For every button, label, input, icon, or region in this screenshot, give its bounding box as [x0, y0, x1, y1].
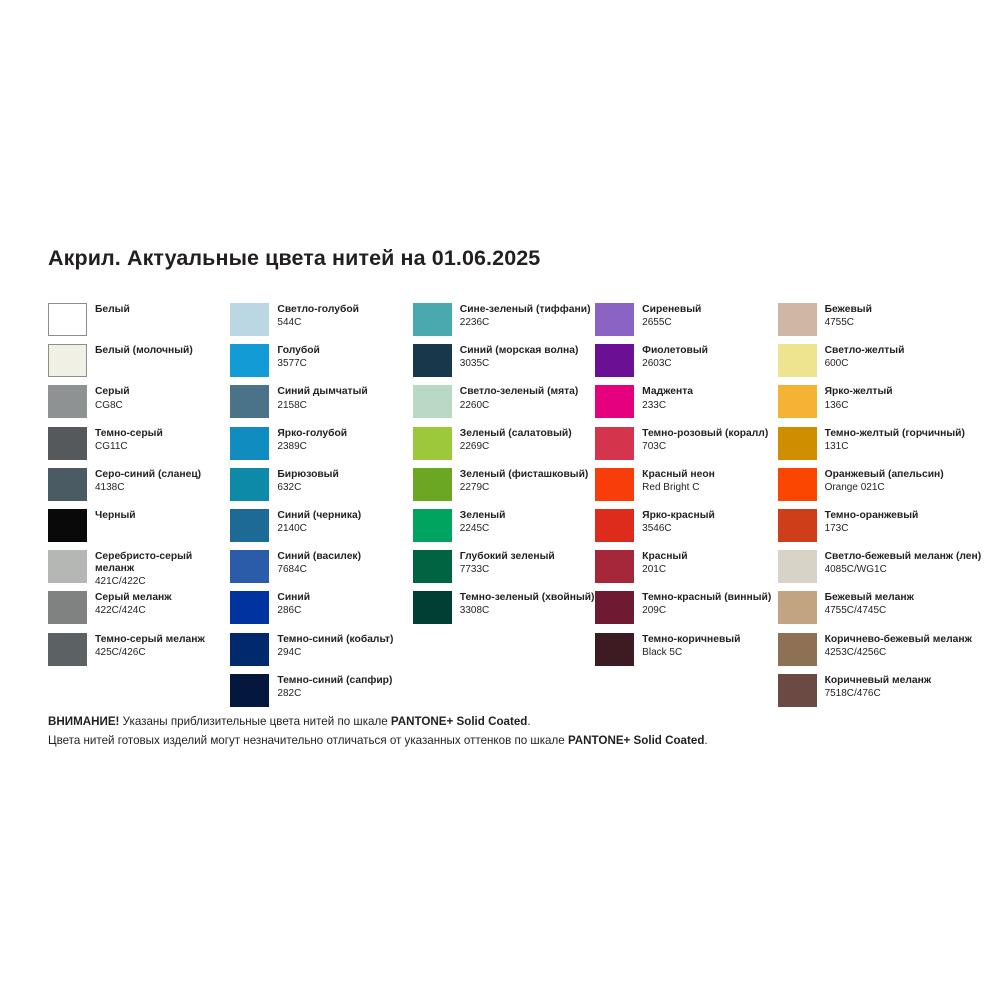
color-chip	[230, 303, 269, 336]
swatch-column-3	[413, 303, 595, 715]
color-name: Серый меланж	[95, 592, 172, 604]
pantone-label-2: PANTONE+ Solid Coated	[567, 733, 705, 747]
swatch-labels	[95, 344, 193, 358]
color-chip	[778, 303, 817, 336]
swatch-labels	[460, 591, 595, 617]
color-code: 4085C/WG1C	[824, 564, 887, 576]
color-code: 2389C	[277, 440, 307, 452]
color-code: 4253C/4256C	[824, 646, 887, 658]
disclaimer-line-2	[48, 732, 708, 751]
color-name: Темно-красный (винный)	[642, 592, 772, 604]
color-code: 233C	[642, 399, 667, 411]
color-code: CG8C	[95, 399, 123, 411]
swatch-row	[230, 468, 412, 509]
color-code: 2655C	[642, 317, 672, 329]
color-name: Голубой	[277, 345, 320, 357]
disclaimer-note	[48, 713, 708, 751]
color-chip	[413, 468, 452, 501]
color-chip	[48, 468, 87, 501]
color-name: Темно-серый	[95, 427, 163, 439]
color-name: Зеленый (фисташковый)	[459, 468, 589, 480]
swatch-row	[413, 509, 595, 550]
swatch-row	[595, 344, 777, 385]
swatch-labels	[642, 591, 771, 617]
color-chip	[230, 633, 269, 666]
color-chip	[413, 550, 452, 583]
color-chip	[595, 550, 634, 583]
disclaimer-text-1: Указаны приблизительные цвета нитей по шкале	[119, 715, 391, 728]
color-chip	[778, 550, 817, 583]
swatch-labels	[825, 509, 919, 535]
color-chip	[413, 303, 452, 336]
color-code: 3308C	[459, 605, 490, 617]
color-chip	[778, 468, 817, 501]
swatch-row	[778, 468, 960, 509]
color-chip	[595, 591, 634, 624]
swatch-labels	[642, 303, 701, 329]
swatch-row	[595, 468, 777, 509]
color-chip	[595, 303, 634, 336]
color-name: Красный	[642, 551, 688, 563]
color-name: Темно-желтый (горчичный)	[824, 427, 965, 439]
color-name: Светло-зеленый (мята)	[459, 386, 579, 398]
color-name: Оранжевый (апельсин)	[824, 468, 944, 480]
swatch-labels	[460, 468, 589, 494]
color-code: 201C	[642, 564, 667, 576]
color-code: 2603C	[642, 358, 672, 370]
swatch-row	[595, 303, 777, 344]
swatch-row	[595, 591, 777, 632]
swatch-labels	[95, 468, 201, 494]
color-chip	[778, 591, 817, 624]
color-code: 3546C	[642, 523, 672, 535]
color-code: 3035C	[459, 358, 490, 370]
color-code: 7733C	[459, 564, 490, 576]
swatch-row	[413, 427, 595, 468]
color-chip	[48, 303, 87, 336]
color-code: 2236C	[459, 317, 490, 329]
color-name: Темно-оранжевый	[824, 509, 919, 521]
swatch-row	[413, 385, 595, 426]
color-chip	[48, 509, 87, 542]
swatch-labels	[277, 550, 361, 576]
color-code: 136C	[824, 399, 849, 411]
color-chip	[595, 633, 634, 666]
color-name: Маджента	[642, 386, 694, 398]
color-code: 2260C	[459, 399, 490, 411]
color-name: Зеленый (салатовый)	[459, 427, 572, 439]
pantone-label-1: PANTONE+ Solid Coated	[390, 715, 528, 728]
color-code: 173C	[824, 523, 849, 535]
swatch-column-4	[595, 303, 777, 715]
swatch-row	[778, 385, 960, 426]
color-chip	[48, 427, 87, 460]
color-code: 425C/426C	[95, 646, 146, 658]
color-name: Темно-розовый (коралл)	[642, 427, 769, 439]
color-name: Синий	[277, 592, 311, 604]
color-name: Зеленый	[459, 509, 506, 521]
swatch-labels	[460, 427, 572, 453]
swatch-labels	[277, 344, 319, 370]
swatch-row	[48, 468, 230, 509]
color-name: Черный	[95, 509, 136, 521]
swatch-labels	[95, 633, 205, 659]
color-code: 209C	[642, 605, 667, 617]
swatch-labels	[95, 385, 130, 411]
color-chip	[595, 427, 634, 460]
color-code: 7518C/476C	[824, 687, 881, 699]
swatch-row	[48, 633, 230, 674]
swatch-row	[778, 591, 960, 632]
color-code: 131C	[824, 440, 849, 452]
swatch-row	[230, 509, 412, 550]
color-code: 282C	[277, 687, 302, 699]
color-name: Белый	[95, 304, 130, 315]
swatch-row	[48, 303, 230, 344]
color-name: Темно-коричневый	[642, 633, 741, 645]
disclaimer-text-2: Цвета нитей готовых изделий могут незначительно отличаться от указанных оттенков по шкале	[48, 733, 568, 747]
swatch-row	[413, 344, 595, 385]
swatch-row	[595, 385, 777, 426]
color-name: Серебристо-серый меланж	[95, 551, 193, 575]
swatch-labels	[277, 509, 361, 535]
color-code: 422C/424C	[95, 605, 146, 617]
color-chip	[230, 427, 269, 460]
swatch-labels	[95, 550, 227, 588]
color-name: Бежевый	[824, 304, 872, 315]
swatch-labels	[825, 344, 905, 370]
swatch-column-5	[778, 303, 982, 715]
page-title: Акрил. Актуальные цвета нитей на 01.06.2025	[48, 246, 541, 270]
color-name: Сиреневый	[642, 304, 702, 315]
swatch-labels	[825, 550, 982, 576]
swatch-labels	[642, 633, 740, 659]
color-chip	[778, 344, 817, 377]
swatch-labels	[460, 385, 579, 411]
swatch-row	[48, 550, 230, 591]
swatch-labels	[277, 674, 392, 700]
swatch-row	[778, 303, 960, 344]
color-chip	[48, 591, 87, 624]
swatch-row	[230, 633, 412, 674]
color-name: Темно-синий (кобальт)	[277, 633, 394, 645]
color-name: Темно-серый меланж	[95, 633, 205, 645]
color-chip	[48, 633, 87, 666]
color-chip	[413, 509, 452, 542]
swatch-row	[48, 427, 230, 468]
color-code: 4755C	[824, 317, 855, 329]
color-chip	[413, 385, 452, 418]
swatch-row	[230, 674, 412, 715]
color-code: 286C	[277, 605, 302, 617]
swatch-labels	[642, 509, 715, 535]
swatch-labels	[460, 303, 591, 329]
color-code: 2279C	[459, 481, 490, 493]
color-code: 4755C/4745C	[824, 605, 887, 617]
swatch-labels	[460, 344, 579, 370]
color-code: 421C/422C	[95, 576, 146, 588]
swatch-labels	[642, 344, 708, 370]
color-chip	[595, 468, 634, 501]
swatch-row	[413, 591, 595, 632]
color-chip	[230, 509, 269, 542]
color-chip	[778, 385, 817, 418]
color-name: Бежевый меланж	[824, 592, 914, 604]
color-chip	[230, 591, 269, 624]
disclaimer-line-1	[48, 713, 708, 732]
color-name: Синий (морская волна)	[459, 345, 579, 357]
swatch-row	[230, 550, 412, 591]
color-name: Коричневый меланж	[824, 674, 932, 686]
swatch-labels	[460, 550, 555, 576]
color-code: 600C	[824, 358, 849, 370]
color-name: Серый	[95, 386, 130, 398]
swatch-row	[48, 385, 230, 426]
color-code: 2245C	[459, 523, 490, 535]
swatch-labels	[825, 385, 893, 411]
color-chip	[778, 509, 817, 542]
color-code: 703C	[642, 440, 667, 452]
disclaimer-end-2: .	[704, 733, 708, 747]
color-chip	[230, 674, 269, 707]
color-code: 4138C	[95, 481, 125, 493]
swatch-row	[778, 550, 982, 591]
swatch-row	[778, 344, 960, 385]
swatch-row	[413, 468, 595, 509]
disclaimer-end-1: .	[527, 715, 531, 728]
swatch-row	[48, 344, 230, 385]
swatch-row	[230, 427, 412, 468]
color-code: 2158C	[277, 399, 307, 411]
swatch-labels	[642, 427, 768, 453]
color-name: Коричнево-бежевый меланж	[824, 633, 972, 645]
swatch-row	[595, 509, 777, 550]
color-chip	[413, 591, 452, 624]
swatch-labels	[95, 509, 136, 523]
swatch-labels	[95, 591, 172, 617]
color-name: Темно-синий (сапфир)	[277, 674, 393, 686]
color-name: Белый (молочный)	[95, 345, 193, 357]
swatch-row	[595, 550, 777, 591]
swatch-row	[230, 303, 412, 344]
swatch-labels	[277, 303, 359, 329]
color-code: Orange 021C	[824, 481, 885, 493]
swatch-row	[778, 427, 965, 468]
color-chip	[413, 344, 452, 377]
swatch-labels	[277, 385, 367, 411]
color-code: Red Bright C	[642, 481, 700, 493]
swatch-columns	[48, 303, 982, 715]
color-chip	[778, 427, 817, 460]
color-chip	[230, 344, 269, 377]
color-chip	[595, 385, 634, 418]
color-name: Глубокий зеленый	[459, 551, 555, 563]
color-name: Темно-зеленый (хвойный)	[459, 592, 595, 604]
color-chip	[778, 633, 817, 666]
swatch-row	[778, 509, 960, 550]
color-chip	[48, 385, 87, 418]
color-name: Синий дымчатый	[277, 386, 368, 398]
color-name: Светло-желтый	[824, 345, 905, 357]
color-chip	[413, 427, 452, 460]
swatch-row	[230, 591, 412, 632]
swatch-row	[595, 427, 777, 468]
color-name: Синий (василек)	[277, 551, 362, 563]
color-name: Бирюзовый	[277, 468, 339, 480]
swatch-row	[595, 633, 777, 674]
swatch-column-2	[230, 303, 412, 715]
color-name: Синий (черника)	[277, 509, 362, 521]
swatch-labels	[825, 468, 944, 494]
swatch-labels	[642, 468, 715, 494]
swatch-labels	[825, 303, 872, 329]
color-chip	[48, 344, 87, 377]
swatch-labels	[277, 468, 338, 494]
color-name: Ярко-красный	[642, 509, 715, 521]
swatch-labels	[642, 550, 687, 576]
swatch-labels	[825, 427, 965, 453]
color-chip	[230, 385, 269, 418]
color-code: CG11C	[95, 440, 128, 452]
color-code: 7684C	[277, 564, 307, 576]
color-chip	[48, 550, 87, 583]
swatch-row	[230, 344, 412, 385]
color-chip	[778, 674, 817, 707]
swatch-labels	[825, 674, 932, 700]
swatch-row	[778, 674, 960, 715]
swatch-row	[778, 633, 972, 674]
color-name: Светло-голубой	[277, 304, 359, 315]
color-chip	[595, 344, 634, 377]
swatch-row	[230, 385, 412, 426]
swatch-labels	[825, 591, 914, 617]
color-code: 2140C	[277, 523, 307, 535]
swatch-labels	[642, 385, 693, 411]
color-name: Фиолетовый	[642, 345, 708, 357]
swatch-row	[48, 509, 230, 550]
color-chip	[595, 509, 634, 542]
color-name: Сине-зеленый (тиффани)	[459, 304, 591, 315]
color-name: Ярко-голубой	[277, 427, 348, 439]
color-name: Светло-бежевый меланж (лен)	[824, 551, 982, 563]
swatch-labels	[825, 633, 972, 659]
color-code: 632C	[277, 481, 302, 493]
color-code: 294C	[277, 646, 302, 658]
swatch-column-1	[48, 303, 230, 715]
swatch-labels	[95, 303, 130, 317]
swatch-labels	[277, 633, 393, 659]
color-code: 544C	[277, 317, 302, 329]
swatch-labels	[277, 427, 347, 453]
swatch-row	[413, 550, 595, 591]
swatch-labels	[460, 509, 506, 535]
color-name: Серо-синий (сланец)	[95, 468, 202, 480]
color-code: Black 5C	[642, 646, 683, 658]
color-chip	[230, 468, 269, 501]
swatch-row	[413, 303, 595, 344]
color-code: 3577C	[277, 358, 307, 370]
swatch-labels	[95, 427, 163, 453]
color-chip	[230, 550, 269, 583]
attention-label: ВНИМАНИЕ!	[48, 715, 120, 728]
swatch-row	[48, 591, 230, 632]
color-code: 2269C	[459, 440, 490, 452]
color-name: Ярко-желтый	[824, 386, 893, 398]
swatch-labels	[277, 591, 310, 617]
color-name: Красный неон	[642, 468, 715, 480]
